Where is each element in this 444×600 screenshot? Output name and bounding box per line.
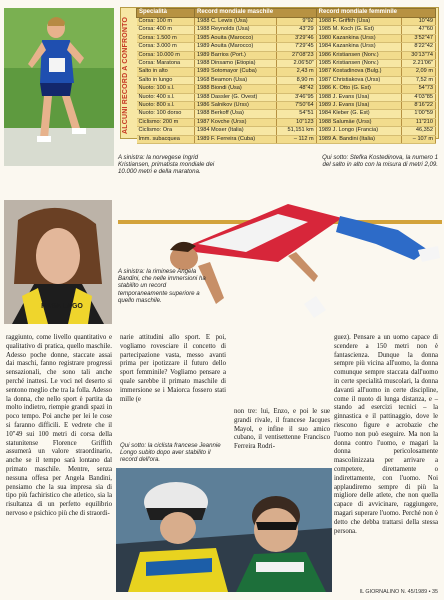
table-cell-specialita: Corsa: 10.000 m [137,51,195,59]
table-cell-male-mark: 7'50"64 [277,102,316,110]
table-cell-male-mark: 3'46"95 [277,93,316,101]
table-cell-male-mark: 2,43 m [277,68,316,76]
table-row [137,60,436,68]
table-cell-male-mark: – 112 m [277,135,316,143]
table-cell-specialita: Ciclismo: Ora [137,127,195,135]
table-cell-male-holder: 1988 Dinsamo (Etiopia) [195,60,277,68]
table-cell-male-holder: 1968 Beamon (Usa) [195,76,277,84]
table-cell-male-holder: 1986 Salnikov (Urss) [195,102,277,110]
table-cell-specialita: Corsa: 400 m [137,26,195,34]
table-cell-female-mark: 8'16"22 [402,102,436,110]
table-row [137,110,436,118]
table-cell-female-holder: 1986 Kristiansen (Norv.) [316,51,402,59]
table-cell-male-mark: 51,151 km [277,127,316,135]
table-cell-female-holder: 1985 Kristiansen (Norv.) [316,60,402,68]
table-cell-male-mark: 54"51 [277,110,316,118]
table-cell-female-holder: 1980 Kazankina (Urss) [316,34,402,42]
table-cell-female-mark: 46,352 [402,127,436,135]
table-cell-male-holder: 1989 F. Ferreira (Cuba) [195,135,277,143]
table-cell-specialita: Corsa: Maratona [137,60,195,68]
table-cell-female-mark: 3'52"47 [402,34,436,42]
table-cell-male-holder: 1988 Berkoff (Usa) [195,110,277,118]
longo-cycling-photo [116,468,332,592]
column-header-specialita: Specialità [137,9,195,18]
table-cell-male-holder: 1989 Aouita (Marocco) [195,43,277,51]
table-cell-male-mark: 48"42 [277,85,316,93]
table-cell-female-mark: 10"49 [402,18,436,26]
table-cell-female-mark: 7,52 m [402,76,436,84]
table-cell-female-holder: 1987 Kostadinova (Bulg.) [316,68,402,76]
table-cell-male-mark: 2.06'50" [277,60,316,68]
caption-longo: Qui sotto: la ciclista francese Jeannie Longo subito dopo aver stabilito il record dell'ora. [120,442,221,464]
table-cell-male-holder: 1985 Aouita (Marocco) [195,34,277,42]
table-row [137,34,436,42]
table-cell-male-mark: 8,90 m [277,76,316,84]
table-cell-female-holder: 1987 Christiakova (Urss) [316,76,402,84]
table-row [137,85,436,93]
table-cell-female-mark: 2,09 m [402,68,436,76]
table-cell-female-holder: 1986 K. Otto (G. Est) [316,85,402,93]
table-cell-specialita: Corsa: 3.000 m [137,43,195,51]
table-cell-specialita: Ciclismo: 200 m [137,118,195,126]
table-row [137,135,436,143]
table-cell-female-holder: 1984 Kleber (G. Est) [316,110,402,118]
table-cell-female-mark: – 107 m [402,135,436,143]
table-cell-female-mark: 54"73 [402,85,436,93]
table-cell-female-mark: 1'00"59 [402,110,436,118]
bandini-photo [4,200,112,324]
table-cell-male-holder: 1989 Sotomayor (Cuba) [195,68,277,76]
table-cell-male-mark: 27'08"23 [277,51,316,59]
table-cell-female-holder: 1989 A. Bandini (Italia) [316,135,402,143]
table-cell-female-holder: 1988 J. Evans (Usa) [316,93,402,101]
table-cell-male-holder: 1988 Reynolds (Usa) [195,26,277,34]
caption-bandini: A sinistra: la riminese Angela Bandini, che nelle immersioni ha stabilito un record temporaneamente superiore a quello maschile. [118,268,206,304]
table-cell-specialita: Nuoto: 800 s.l. [137,102,195,110]
table-row [137,26,436,34]
table-cell-male-mark: 9"92 [277,18,316,26]
table-cell-male-holder: 1987 Kovche (Urss) [195,118,277,126]
article-column-2-bottom: non tre: lui, Enzo, e poi le sue grandi rivale, il francese Jacques Mayol, e infine il suo amico cubano, il ventisettenne Francisco Ferreira Rodri- [234,408,330,451]
table-cell-male-holder: 1988 C. Lewis (Usa) [195,18,277,26]
table-row [137,51,436,59]
column-header-male-record: Record mondiale maschile [195,9,317,18]
table-row [137,127,436,135]
table-row [137,43,436,51]
article-column-2-top: narie attitudini allo sport. E poi, vogliamo rovesciare il concetto di partecipazione vasta, messo avanti prima per ipotizzare il futuro dello sport femminile? Vogliamo pensare a quale sarebbe il primato maschile di immersione se i Maiorca fossero stati mille (e [120,334,226,403]
page-footer: IL GIORNALINO N. 45/1989 • 35 [359,589,438,595]
table-cell-specialita: Salto in lungo [137,76,195,84]
table-cell-female-holder: 1988 Salumäe (Urss) [316,118,402,126]
records-side-title: ALCUNI RECORD A CONFRONTO [122,16,129,134]
table-row [137,93,436,101]
table-cell-female-mark: 11"210 [402,118,436,126]
table-cell-specialita: Nuoto: 100 s.l. [137,85,195,93]
article-column-1: raggiunto, come livello quantitativo e qualitativo di pratica, quello maschile. Adesso poche donne, staccate assai dai maschi, fanno registrare progressi sensazionali, che sono tali anche perché inattesi. Le voci nel deserto si sentono meglio che tra la folla. Adesso la donna, che nello sport è partita da molto indietro, riempie grandi spazi in poco tempo. Poi anche per lei le cose si faranno difficili. E vedrete che il 10"49 sui 100 metri di corsa della statunitense Florence Griffith assumerà un valore straordinario, anche se il tempo sarà lontano dal primato maschile. Mentre, senza nessuna offesa per Angela Bandini, pensiamo che la sua impresa sia di tipo più fachiristico che atletico, sia la risultanza di un perfetto equilibrio nervoso e psichico più che di straordi- [6,334,112,517]
table-cell-female-mark: 30'13"74 [402,51,436,59]
records-table [136,8,436,144]
table-cell-female-holder: 1989 J. Longo (Francia) [316,127,402,135]
table-cell-specialita: Salto in alto [137,68,195,76]
table-cell-male-mark: 7'29"45 [277,43,316,51]
table-cell-female-holder: 1989 J. Evans (Usa) [316,102,402,110]
table-cell-specialita: Nuoto: 400 s.l. [137,93,195,101]
table-cell-female-mark: 2.21'06" [402,60,436,68]
table-cell-specialita: Nuoto: 100 dorso [137,110,195,118]
article-column-3: guez). Pensare a un uomo capace di scendere a 150 metri non è fantascienza. Dunque la donna sempre più vicina all'uomo, la donna comunque sempre staccata dall'uomo in certe specialità muscolari, la donna davanti all'uomo in certe discipline, come il nuoto di lunga distanza, e – stando ad esercizi tecnici – la ginnastica e il pattinaggio, dove le riescono figure e acrobazie che l'uomo non può eseguire. Ma non la donna contro l'uomo, e magari la donna pericolosamente mascolinizzata per arrivare a competere, direttamente o indirettamente, con l'uomo. Noi applaudiremo sempre di più la migliore delle atlete, che non quella capace di avvicinare, raggiungere, magari superare l'uomo. Perché non è detto che debba trattarsi della stessa persona. [334,334,438,535]
caption-kristiansen: A sinistra: la norvegese Ingrid Kristiansen, primatista mondiale dei 10.000 metri e della maratona. [118,154,215,176]
rasa-lago-logo-text: RASA LAGO [41,303,83,310]
table-cell-male-mark: 10"123 [277,118,316,126]
table-cell-male-mark: 3'29"46 [277,34,316,42]
table-cell-female-mark: 8'22"42 [402,43,436,51]
table-cell-male-holder: 1989 Barrios (Port.) [195,51,277,59]
table-cell-male-holder: 1988 Biondi (Usa) [195,85,277,93]
table-row [137,68,436,76]
table-cell-male-holder: 1988 Dassler (G. Ovest) [195,93,277,101]
table-cell-specialita: Corsa: 100 m [137,18,195,26]
table-cell-male-mark: 43"29 [277,26,316,34]
table-cell-specialita: Corsa: 1.500 m [137,34,195,42]
table-row [137,18,436,26]
table-cell-male-holder: 1984 Moser (Italia) [195,127,277,135]
table-row [137,118,436,126]
table-cell-specialita: Imm. subacquea [137,135,195,143]
kostadinova-highjump-photo [118,186,442,330]
table-row [137,76,436,84]
table-cell-female-holder: 1988 F. Griffith (Usa) [316,18,402,26]
column-header-female-record: Record mondiale femminile [316,9,435,18]
table-cell-female-mark: 47"60 [402,26,436,34]
kristiansen-photo [4,8,114,166]
records-table-header [137,9,436,18]
caption-kostadinova: Qui sotto: Stefka Kostedinova, la numero 1 del salto in alto con la misura di metri 2,09. [322,154,438,169]
table-cell-female-holder: 1984 Kazankina (Urss) [316,43,402,51]
table-row [137,102,436,110]
table-cell-female-holder: 1985 M. Koch (G. Est) [316,26,402,34]
table-cell-female-mark: 4'03"85 [402,93,436,101]
